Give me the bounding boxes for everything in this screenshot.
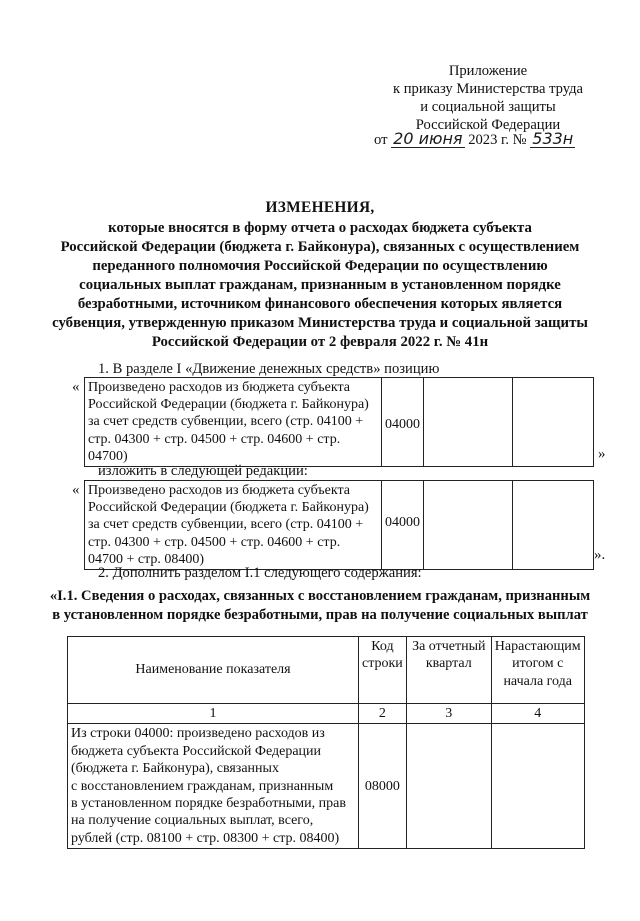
order-date-handwritten: 20 июня (393, 129, 463, 148)
paragraph-2: 2. Дополнить разделом I.1 следующего содержания: (98, 565, 422, 581)
old-position-period (424, 378, 513, 467)
column-number: 4 (491, 704, 584, 724)
open-quote: « (72, 482, 80, 498)
subtitle-line: социальных выплат гражданам, признанным в установленном порядке (79, 277, 561, 293)
section-table (67, 636, 585, 849)
new-position-code: 04000 (382, 481, 424, 570)
subtitle-line: субвенция, утвержденную приказом Министерства труда и социальной защиты (52, 315, 588, 331)
open-quote: « (72, 379, 80, 395)
document-subtitle (40, 219, 600, 352)
old-position-code: 04000 (382, 378, 424, 467)
order-date-line (374, 130, 575, 150)
old-position-cumulative (513, 378, 594, 467)
new-position-cumulative (513, 481, 594, 570)
header-code: Код строки (359, 637, 407, 704)
header-name: Наименование показателя (68, 637, 359, 704)
close-quote: ». (594, 547, 606, 563)
old-position-name: Произведено расходов из бюджета субъекта Российской Федерации (бюджета г. Байконура) за счет средств субвенции, всего (стр. 04100 + стр. 04300 + стр. 04500 + стр. 04600 + стр. 04700) (85, 378, 382, 467)
order-year: 2023 г. № (468, 132, 527, 148)
document-title: ИЗМЕНЕНИЯ, (265, 199, 375, 216)
subtitle-line: которые вносятся в форму отчета о расходах бюджета субъекта (108, 220, 532, 236)
order-prefix: от (374, 132, 388, 148)
new-position-name: Произведено расходов из бюджета субъекта Российской Федерации (бюджета г. Байконура) за счет средств субвенции, всего (стр. 04100 + стр. 04300 + стр. 04500 + стр. 04600 + стр. 04700 + стр. 08400) (85, 481, 382, 570)
table-row-cumulative (491, 724, 584, 849)
header-period: За отчетный квартал (406, 637, 491, 704)
subtitle-line: безработными, источником финансового обеспечения которых является (77, 296, 563, 312)
column-number: 3 (406, 704, 491, 724)
appendix-label: Приложение (448, 63, 528, 79)
appendix-order-line: к приказу Министерства труда (392, 81, 584, 97)
column-number: 2 (359, 704, 407, 724)
table-row-code: 08000 (359, 724, 407, 849)
column-number: 1 (68, 704, 359, 724)
table-row-name: Из строки 04000: произведено расходов из бюджета субъекта Российской Федерации (бюджета г. Байконура), связанных с восстановлением гражданам, признанным в установленном порядке безработными, прав на получение социальных выплат, всего, рублей (стр. 08100 + стр. 08300 + стр. 08400) (68, 724, 359, 849)
appendix-ministry-line: и социальной защиты (420, 99, 556, 115)
appendix-country-line: Российской Федерации (415, 117, 561, 133)
old-position-table (84, 377, 594, 467)
header-cumulative: Нарастающим итогом с начала года (491, 637, 584, 704)
new-position-table (84, 480, 594, 570)
subtitle-line: переданного полномочия Российской Федерации по осуществлению (92, 258, 548, 274)
section-title: «I.1. Сведения о расходах, связанных с восстановлением гражданам, признанным в установленном порядке безработными, прав на получение социальных выплат (49, 588, 591, 623)
table-row-period (406, 724, 491, 849)
close-quote: » (598, 446, 606, 462)
paragraph-replace: изложить в следующей редакции: (98, 463, 308, 479)
subtitle-line: Российской Федерации от 2 февраля 2022 г. № 41н (151, 334, 489, 350)
order-number-handwritten: 533н (532, 129, 574, 148)
subtitle-line: Российской Федерации (бюджета г. Байконура), связанных с осуществлением (60, 239, 580, 255)
paragraph-1: 1. В разделе I «Движение денежных средств» позицию (98, 361, 440, 377)
new-position-period (424, 481, 513, 570)
